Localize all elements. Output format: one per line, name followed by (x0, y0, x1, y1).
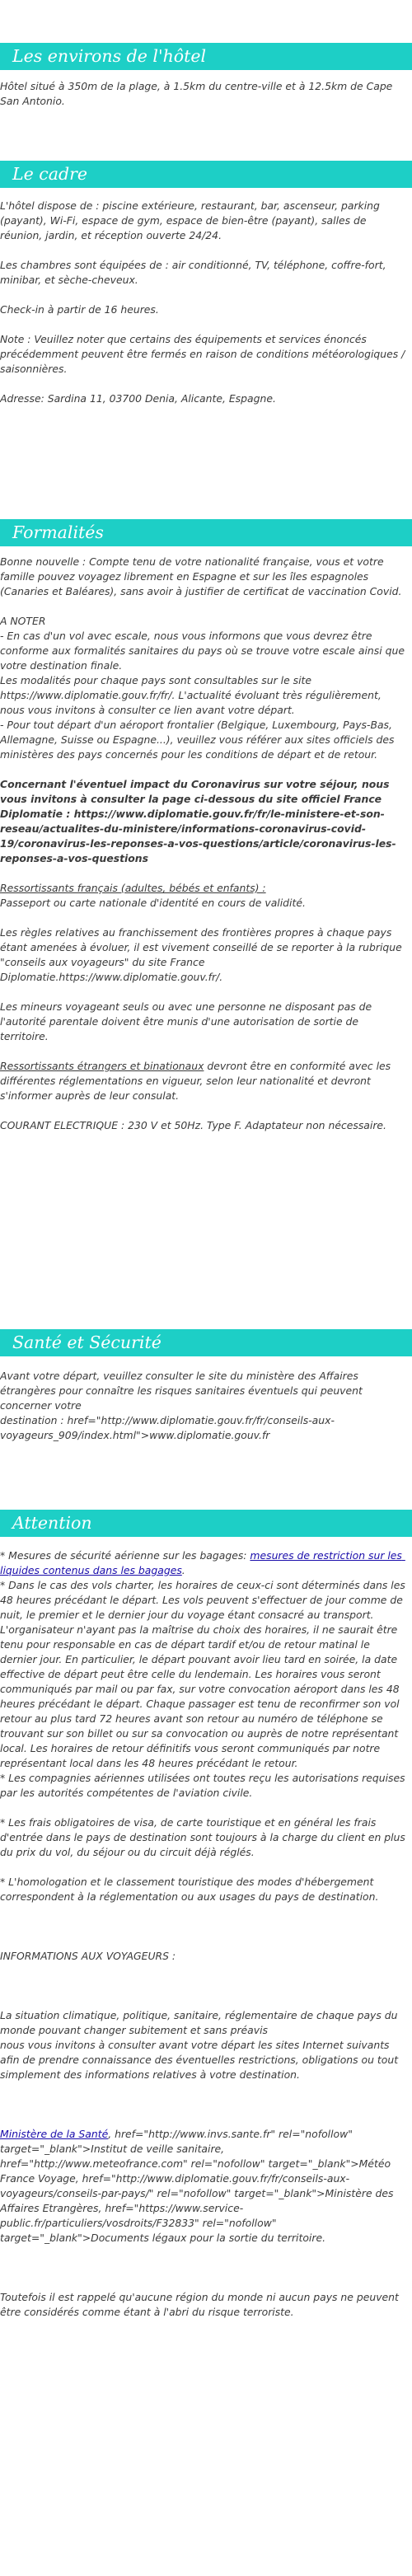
attention-situation: La situation climatique, politique, sanitaire, réglementaire de chaque pays du monde pouvant changer subitement et sans préavis nous vous invitons à consulter avant votre départ les sites Internet suivants afin de prendre connaissance des éventuelles restrictions, obligations ou tout simplement des informations relatives à votre destination. (0, 2009, 399, 2081)
formalites-border-rules: Les règles relatives au franchissement des frontières propres à chaque pays étant amenées à évoluer, il est vivement conseillé de se reporter à la rubrique "conseils aux voyageurs" du site France Diplomatie.https://www.diplomatie.gouv.fr/. (0, 926, 405, 983)
cadre-facilities: L'hôtel dispose de : piscine extérieure, restaurant, bar, ascenseur, parking (payant), Wi-Fi, espace de gym, espace de bien-être (payant), salles de réunion, jardin, et réception ouverte 24/24. (0, 199, 383, 241)
cadre-section (0, 199, 409, 406)
formalites-note: A NOTER - En cas d'un vol avec escale, nous vous informons que vous devrez être conforme aux formalités sanitaires du pays où se trouve votre escale ainsi que votre destination finale. Les modalités pour chaque pays sont consultables sur le site https://www.diplomatie.gouv.fr/fr/. L'actualité évoluant très régulièrement, nous vous invitons à consulter ce lien avant votre départ. - Pour tout départ d'un aéroport frontalier (Belgique, Luxembourg, Pays-Bas, Allemagne, Suisse ou Espagne...), veuillez vous référer aux sites officiels des ministères des pays concernés pour les conditions de départ et de retour. (0, 615, 405, 761)
cadre-address: Adresse: Sardina 11, 03700 Denia, Alicante, Espagne. (0, 392, 276, 405)
section-title-environs: Les environs de l'hôtel (0, 43, 412, 70)
attention-security-prefix: * Mesures de sécurité aérienne sur les bagages: (0, 1549, 250, 1562)
formalites-good-news: Bonne nouvelle : Compte tenu de votre nationalité française, vous et votre famille pouvez voyagez librement en Espagne et sur les îles espagnoles (Canaries et Baléares), sans avoir à justifier de certificat de vaccination Covid. (0, 555, 402, 597)
cadre-note: Note : Veuillez noter que certains des équipements et services énoncés précédemment peuvent être fermés en raison de conditions météorologiques / saisonnières. (0, 333, 409, 375)
foreigners-text: devront être en conformité avec les différentes réglementations en vigueur, selon leur nationalité et devront s'informer auprès de leur consulat. (0, 1060, 395, 1102)
attention-security-rest: . * Dans le cas des vols charter, les horaires de ceux-ci sont déterminés dans les 48 heures précédant le départ. Les vols peuvent s'effectuer de jour comme de nuit, le premier et le dernier jour du voyage étant consacré au transport. L'organisateur n'ayant pas la maîtrise du choix des horaires, il ne saurait être tenu pour responsable en cas de départ tardif et/ou de retour matinal le dernier jour. En particulier, le départ pouvant avoir lieu tard en soirée, la date effective de départ peut être celle du lendemain. Les horaires vous seront communiqués par mail ou par fax, sur votre convocation aéroport dans les 48 heures précédant le départ. Chaque passager est tenu de reconfirmer son vol retour au plus tard 72 heures avant son retour au numéro de téléphone se trouvant sur son billet ou sur sa convocation ou auprès de notre représentant local. Les horaires de retour définitifs vous seront communiqués par notre représentant local dans les 48 heures précédant le retour. * Les compagnies aériennes utilisées ont toutes reçu les autorisations requises par les autorités compétentes de l'aviation civile. (0, 1564, 405, 1799)
environs-text: Hôtel situé à 350m de la plage, à 1.5km du centre-ville et à 12.5km de Cape San Antonio. (0, 80, 396, 107)
attention-info-voyageurs: INFORMATIONS AUX VOYAGEURS : (0, 1950, 176, 1962)
sante-section (0, 1369, 409, 1443)
formalites-foreigners (0, 1059, 409, 1103)
foreigners-label: Ressortissants étrangers et binationaux (0, 1060, 204, 1072)
section-title-cadre: Le cadre (0, 161, 412, 188)
french-nationals-label: Ressortissants français (adultes, bébés et enfants) : (0, 882, 266, 894)
section-title-sante: Santé et Sécurité (0, 1329, 412, 1356)
attention-links-text: , href="http://www.invs.sante.fr" rel="nofollow" target="_blank">Institut de veille sanitaire, href="http://www.meteofrance.com" rel="nofollow" target="_blank">Météo France Voyage, href="http://www.diplomatie.gouv.fr/fr/conseils-aux-voyageurs/conseils-par-pays/" rel="nofollow" target="_blank">Ministère des Affaires Etrangères, href="https://www.service-public.fr/particuliers/vosdroits/F32833" rel="nofollow" target="_blank">Documents légaux pour la sortie du territoire. (0, 2128, 397, 2244)
attention-section (0, 1548, 409, 2320)
attention-links (0, 2127, 409, 2246)
cadre-room-equipment: Les chambres sont équipées de : air conditionné, TV, téléphone, coffre-fort, minibar, et sèche-cheveux. (0, 259, 390, 286)
environs-section (0, 79, 409, 109)
section-title-attention: Attention (0, 1510, 412, 1537)
liquids-restriction-link[interactable]: mesures de restriction sur les liquides contenus dans les bagages (0, 1549, 405, 1576)
formalites-coronavirus: Concernant l'éventuel impact du Coronavirus sur votre séjour, nous vous invitons à consulter la page ci-dessous du site officiel France Diplomatie : https://www.diplomatie.gouv.fr/fr/le-ministere-et-son-reseau/actualites-du-ministere/informations-coronavirus-covid-19/coronavirus-les-reponses-a-vos-questions/article/coronavirus-les-reponses-a-vos-questions (0, 778, 396, 864)
sante-text: Avant votre départ, veuillez consulter le site du ministère des Affaires étrangères pour connaître les risques sanitaires éventuels qui peuvent concerner votre destination : href="http://www.diplomatie.gouv.fr/fr/conseils-aux-voyageurs_909/index.html">www.diplomatie.gouv.fr (0, 1370, 363, 1441)
section-title-formalites: Formalités (0, 519, 412, 546)
formalites-electric: COURANT ELECTRIQUE : 230 V et 50Hz. Type F. Adaptateur non nécessaire. (0, 1119, 386, 1131)
french-nationals-text: Passeport ou carte nationale d'identité en cours de validité. (0, 897, 306, 909)
attention-terrorism: Toutefois il est rappelé qu'aucune région du monde ni aucun pays ne peuvent être considérés comme étant à l'abri du risque terroriste. (0, 2291, 402, 2318)
formalites-french-nationals (0, 881, 409, 911)
attention-homologation: * L'homologation et le classement touristique des modes d'hébergement correspondent à la réglementation ou aux usages du pays de destination. (0, 1876, 379, 1903)
cadre-checkin: Check-in à partir de 16 heures. (0, 303, 159, 316)
attention-visa-fees: * Les frais obligatoires de visa, de carte touristique et en général les frais d'entrée dans le pays de destination sont toujours à la charge du client en plus du prix du vol, du séjour ou du circuit déjà réglés. (0, 1816, 409, 1858)
formalites-minors: Les mineurs voyageant seuls ou avec une personne ne disposant pas de l'autorité parentale doivent être munis d'une autorisation de sortie de territoire. (0, 1000, 376, 1042)
formalites-section (0, 555, 409, 1133)
attention-security (0, 1548, 409, 1801)
ministere-sante-link[interactable]: Ministère de la Santé (0, 2128, 109, 2140)
